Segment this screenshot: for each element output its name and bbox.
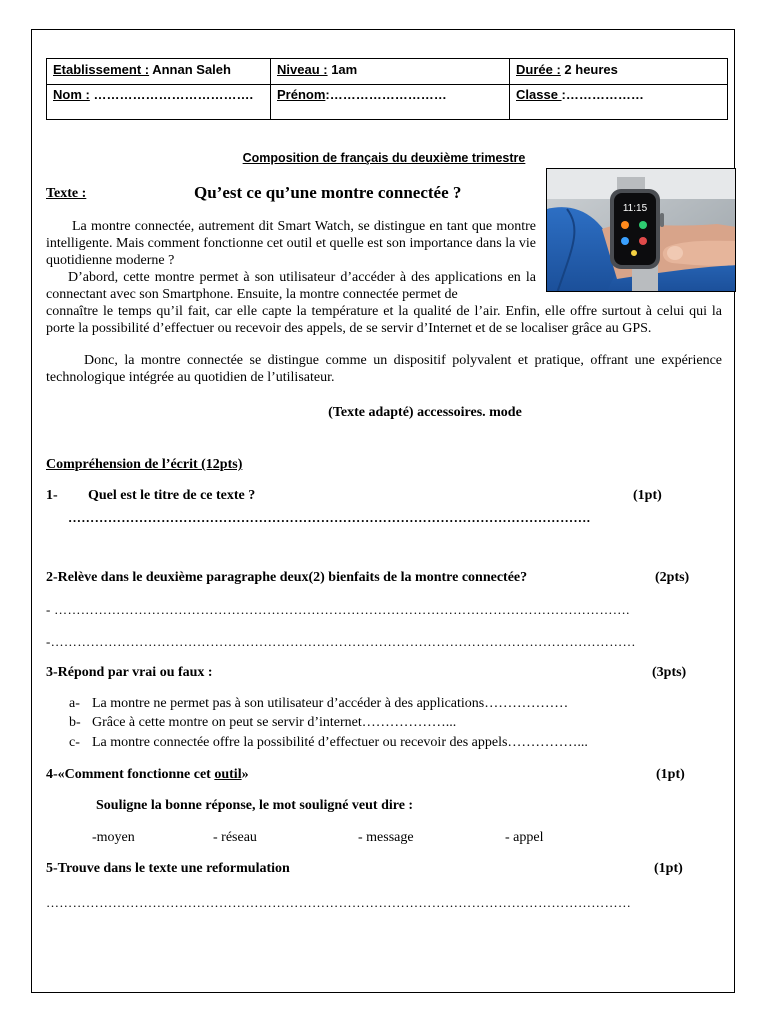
niveau-cell: [271, 59, 510, 85]
q4-option-appel[interactable]: - appel: [505, 830, 544, 845]
nom-cell[interactable]: [47, 85, 271, 120]
document-title: Composition de français du deuxième trimestre: [242, 151, 526, 165]
q5-text: 5-Trouve dans le texte une reformulation: [46, 861, 290, 876]
q3-points: (3pts): [652, 665, 687, 680]
q4-points: (1pt): [656, 767, 685, 782]
q3-item-b[interactable]: Grâce à cette montre on peut se servir d’internet………………...: [92, 715, 457, 730]
niveau-value: 1am: [327, 62, 358, 77]
classe-label: Classe: [516, 87, 562, 102]
q2-answer-line-1[interactable]: - ………………………………………………………………………………………………………………….: [46, 602, 630, 617]
text-source: (Texte adapté) accessoires. mode: [328, 405, 522, 420]
q1-points: (1pt): [633, 488, 662, 503]
q3-item-a-mark: a-: [69, 696, 80, 711]
paragraph-2-continued: connaître le temps qu’il fait, car elle capte la température et la qualité de l’air. Enfin, elle offre surtout à celui qui la porte la possibilité d’effectuer ou recevoir des appels, de se servir d’Internet et de se localiser grâce au GPS.: [46, 304, 722, 336]
duree-cell: [510, 59, 728, 85]
section-title: Compréhension de l’écrit (12pts): [46, 457, 243, 472]
q4-text: 4-«Comment fonctionne cet outil»: [46, 767, 249, 782]
q3-text: 3-Répond par vrai ou faux :: [46, 665, 213, 680]
q4-option-moyen[interactable]: -moyen: [92, 830, 135, 845]
q4-underlined-word: outil: [214, 767, 242, 782]
nom-field[interactable]: ……………………………….: [89, 87, 254, 102]
q4-instruction: Souligne la bonne réponse, le mot souligné veut dire :: [96, 798, 414, 813]
niveau-label: Niveau :: [277, 62, 328, 77]
smartwatch-photo: [546, 168, 736, 292]
q3-item-a[interactable]: La montre ne permet pas à son utilisateur d’accéder à des applications………………: [92, 696, 569, 711]
q3-item-b-mark: b-: [69, 715, 81, 730]
paragraph-1: La montre connectée, autrement dit Smart Watch, se distingue en tant que montre intelligente. Mais comment fonctionne cet outil et quelle est son importance dans la vie quotidienne moderne ?: [46, 219, 536, 268]
q2-text: 2-Relève dans le deuxième paragraphe deux(2) bienfaits de la montre connectée?: [46, 570, 528, 585]
nom-label: Nom :: [53, 87, 90, 102]
duree-label: Durée :: [516, 62, 561, 77]
paragraph-3: Donc, la montre connectée se distingue comme un dispositif polyvalent et pratique, offrant une expérience technologique intégrée au quotidien de l’utilisateur.: [46, 353, 722, 385]
prenom-cell[interactable]: [271, 85, 510, 120]
texte-label: Texte :: [46, 186, 87, 201]
q1-text: Quel est le titre de ce texte ?: [88, 488, 256, 503]
q5-answer-line[interactable]: ……………………………………………………………………………………………………………………: [46, 895, 632, 910]
classe-field[interactable]: :………………: [561, 87, 644, 102]
etablissement-value: Annan Saleh: [149, 62, 231, 77]
q4-option-message[interactable]: - message: [358, 830, 414, 845]
q4-option-reseau[interactable]: - réseau: [213, 830, 257, 845]
paragraph-2: D’abord, cette montre permet à son utilisateur d’accéder à des applications en la connectant avec son Smartphone. Ensuite, la montre connectée permet de: [46, 270, 536, 302]
q3-item-c[interactable]: La montre connectée offre la possibilité d’effectuer ou recevoir des appels……………...: [92, 735, 588, 750]
duree-value: 2 heures: [560, 62, 618, 77]
etablissement-cell: [47, 59, 271, 85]
q2-points: (2pts): [655, 570, 690, 585]
q2-answer-line-2[interactable]: -……………………………………………………………………………………………………………………: [46, 634, 636, 649]
q1-number: 1-: [46, 488, 58, 503]
etablissement-label: Etablissement :: [53, 62, 150, 77]
q1-answer-line[interactable]: ……………………………………………………………………………………………………….: [68, 510, 591, 525]
smartwatch-illustration: [547, 169, 736, 292]
prenom-label: Prénom: [277, 87, 326, 102]
texte-title: Qu’est ce qu’une montre connectée ?: [194, 183, 462, 202]
prenom-field[interactable]: :………………………: [325, 87, 447, 102]
classe-cell[interactable]: [510, 85, 728, 120]
watch-time: 11:15: [622, 203, 648, 214]
q5-points: (1pt): [654, 861, 683, 876]
q3-item-c-mark: c-: [69, 735, 80, 750]
student-info-table: [46, 58, 728, 120]
